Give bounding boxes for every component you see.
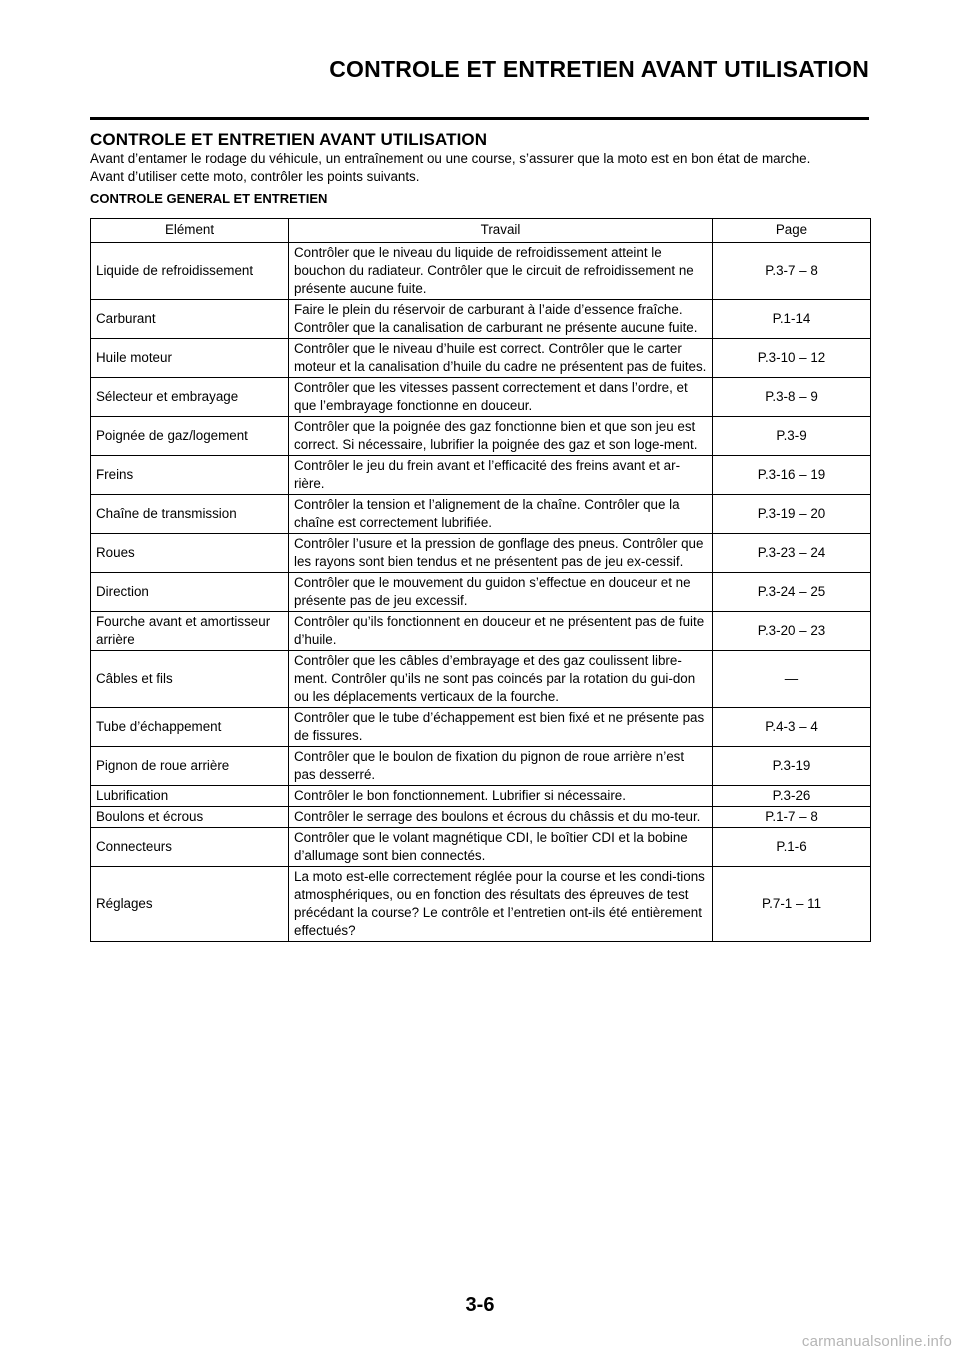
cell-page: P.3-7 – 8 <box>713 243 871 300</box>
cell-element: Direction <box>91 573 289 612</box>
intro-text <box>90 150 880 186</box>
cell-page: P.3-24 – 25 <box>713 573 871 612</box>
cell-page: P.1-7 – 8 <box>713 807 871 828</box>
column-header-page: Page <box>713 219 871 243</box>
cell-element: Câbles et fils <box>91 651 289 708</box>
cell-work: Contrôler que la poignée des gaz fonctionne bien et que son jeu est correct. Si nécessaire, lubrifier la poignée des gaz et son loge-ment. <box>289 417 713 456</box>
cell-element: Connecteurs <box>91 828 289 867</box>
cell-element: Boulons et écrous <box>91 807 289 828</box>
cell-page: P.1-6 <box>713 828 871 867</box>
table-row <box>91 828 871 867</box>
cell-page: P.3-19 <box>713 747 871 786</box>
cell-work: Contrôler qu’ils fonctionnent en douceur et ne présentent pas de fuite d’huile. <box>289 612 713 651</box>
cell-work: Contrôler le jeu du frein avant et l’efficacité des freins avant et ar-rière. <box>289 456 713 495</box>
cell-work: Contrôler que le niveau du liquide de refroidissement atteint le bouchon du radiateur. Contrôler que le circuit de refroidissement ne présente aucune fuite. <box>289 243 713 300</box>
table-row <box>91 747 871 786</box>
cell-work: Contrôler le bon fonctionnement. Lubrifier si nécessaire. <box>289 786 713 807</box>
cell-work: Contrôler que les câbles d’embrayage et des gaz coulissent libre-ment. Contrôler qu’ils ne sont pas coincés par la rotation du gui-don ou les déplacements verticaux de la fourche. <box>289 651 713 708</box>
cell-work: La moto est-elle correctement réglée pour la course et les condi-tions atmosphériques, ou en fonction des résultats des épreuves de test précédant la course? Le contrôle et l’entretien ont-ils été entièrement effectués? <box>289 867 713 942</box>
cell-element: Roues <box>91 534 289 573</box>
cell-element: Lubrification <box>91 786 289 807</box>
table-row <box>91 786 871 807</box>
cell-page: — <box>713 651 871 708</box>
cell-element: Sélecteur et embrayage <box>91 378 289 417</box>
cell-element: Liquide de refroidissement <box>91 243 289 300</box>
cell-element: Huile moteur <box>91 339 289 378</box>
cell-element: Réglages <box>91 867 289 942</box>
cell-page: P.3-23 – 24 <box>713 534 871 573</box>
cell-element: Tube d’échappement <box>91 708 289 747</box>
inspection-table <box>90 218 871 942</box>
cell-page: P.4-3 – 4 <box>713 708 871 747</box>
cell-work: Contrôler que le volant magnétique CDI, le boîtier CDI et la bobine d’allumage sont bien connectés. <box>289 828 713 867</box>
table-row <box>91 612 871 651</box>
section-title: CONTROLE ET ENTRETIEN AVANT UTILISATION <box>90 130 488 149</box>
cell-element: Carburant <box>91 300 289 339</box>
cell-work: Contrôler que les vitesses passent correctement et dans l’ordre, et que l’embrayage fonctionne en douceur. <box>289 378 713 417</box>
cell-page: P.3-10 – 12 <box>713 339 871 378</box>
cell-work: Contrôler que le niveau d’huile est correct. Contrôler que le carter moteur et la canalisation d’huile du cadre ne présentent pas de fuites. <box>289 339 713 378</box>
header-rule <box>90 117 869 120</box>
cell-work: Faire le plein du réservoir de carburant à l’aide d’essence fraîche. Contrôler que la canalisation de carburant ne présente aucune fuite. <box>289 300 713 339</box>
cell-page: P.3-26 <box>713 786 871 807</box>
cell-work: Contrôler que le mouvement du guidon s’effectue en douceur et ne présente pas de jeu excessif. <box>289 573 713 612</box>
page-header-title: CONTROLE ET ENTRETIEN AVANT UTILISATION <box>329 56 869 82</box>
table-row <box>91 243 871 300</box>
watermark: carmanualsonline.info <box>801 1333 952 1350</box>
cell-element: Pignon de roue arrière <box>91 747 289 786</box>
cell-element: Freins <box>91 456 289 495</box>
column-header-element: Elément <box>91 219 289 243</box>
table-row <box>91 495 871 534</box>
table-row <box>91 378 871 417</box>
cell-page: P.3-19 – 20 <box>713 495 871 534</box>
table-row <box>91 573 871 612</box>
cell-page: P.7-1 – 11 <box>713 867 871 942</box>
cell-element: Fourche avant et amortisseur arrière <box>91 612 289 651</box>
table-row <box>91 867 871 942</box>
table-row <box>91 417 871 456</box>
cell-work: Contrôler que le boulon de fixation du pignon de roue arrière n’est pas desserré. <box>289 747 713 786</box>
table-row <box>91 339 871 378</box>
cell-element: Chaîne de transmission <box>91 495 289 534</box>
column-header-work: Travail <box>289 219 713 243</box>
cell-work: Contrôler le serrage des boulons et écrous du châssis et du mo-teur. <box>289 807 713 828</box>
subsection-title: CONTROLE GENERAL ET ENTRETIEN <box>90 191 328 206</box>
cell-work: Contrôler que le tube d’échappement est bien fixé et ne présente pas de fissures. <box>289 708 713 747</box>
table-row <box>91 534 871 573</box>
table-row <box>91 651 871 708</box>
intro-line-2: Avant d’utiliser cette moto, contrôler les points suivants. <box>90 169 420 184</box>
table-row <box>91 708 871 747</box>
cell-page: P.3-8 – 9 <box>713 378 871 417</box>
cell-page: P.3-9 <box>713 417 871 456</box>
cell-element: Poignée de gaz/logement <box>91 417 289 456</box>
table-row <box>91 300 871 339</box>
cell-work: Contrôler la tension et l’alignement de la chaîne. Contrôler que la chaîne est correctement lubrifiée. <box>289 495 713 534</box>
table-header-row <box>91 219 871 243</box>
table-row <box>91 807 871 828</box>
cell-work: Contrôler l’usure et la pression de gonflage des pneus. Contrôler que les rayons sont bien tendus et ne présentent pas de jeu ex-cessif. <box>289 534 713 573</box>
cell-page: P.3-16 – 19 <box>713 456 871 495</box>
cell-page: P.1-14 <box>713 300 871 339</box>
page-number: 3-6 <box>465 1294 495 1316</box>
intro-line-1: Avant d’entamer le rodage du véhicule, un entraînement ou une course, s’assurer que la moto est en bon état de marche. <box>90 151 811 166</box>
table-row <box>91 456 871 495</box>
cell-page: P.3-20 – 23 <box>713 612 871 651</box>
